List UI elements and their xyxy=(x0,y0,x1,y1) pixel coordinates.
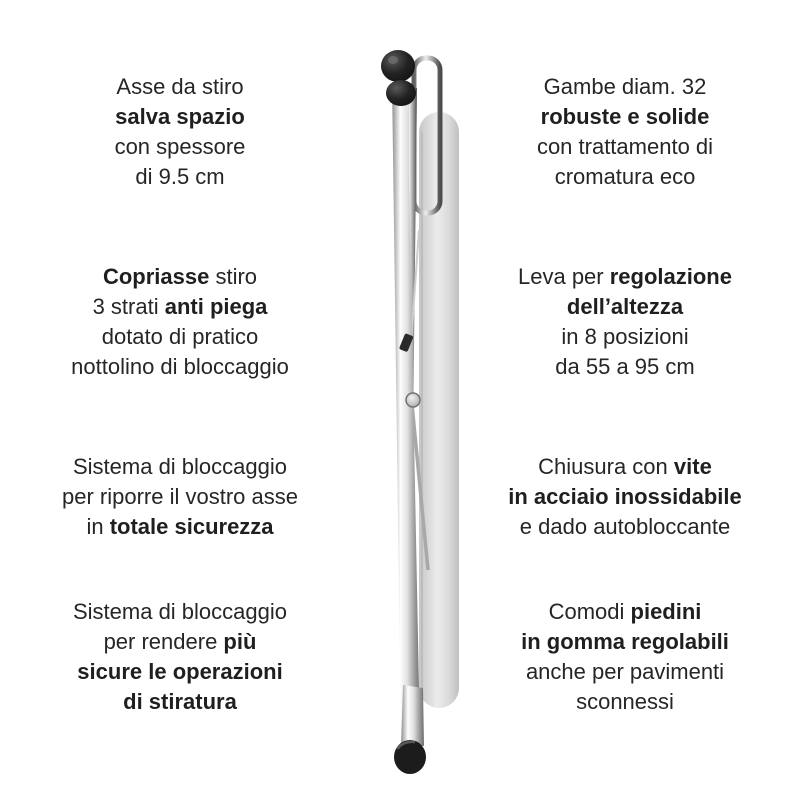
feature-text-bold: dell’altezza xyxy=(566,294,684,319)
feature-text: dotato di pratico xyxy=(101,324,259,349)
feature-text-bold: piedini xyxy=(630,599,702,624)
feature-text: in 8 posizioni xyxy=(561,324,689,349)
locking-bolt xyxy=(406,393,420,407)
feature-block-right-2 xyxy=(475,262,775,382)
feature-text: stiro xyxy=(209,264,258,289)
feature-text: Sistema di bloccaggio xyxy=(72,454,287,479)
feature-text-bold: in acciaio inossidabile xyxy=(508,484,742,509)
feature-line xyxy=(30,292,330,322)
feature-text: Comodi xyxy=(548,599,631,624)
feature-text-bold: più xyxy=(223,629,257,654)
feature-line xyxy=(475,132,775,162)
feature-block-left-1 xyxy=(30,72,330,192)
rubber-foot xyxy=(394,740,426,774)
feature-text: per rendere xyxy=(103,629,224,654)
feature-line xyxy=(30,352,330,382)
feature-block-right-3 xyxy=(475,452,775,542)
feature-line xyxy=(30,132,330,162)
feature-text: per riporre il vostro asse xyxy=(62,484,298,509)
leg-lower-tube xyxy=(401,685,424,746)
feature-line xyxy=(475,322,775,352)
feature-block-right-4 xyxy=(475,597,775,717)
feature-block-left-4 xyxy=(30,597,330,717)
feature-line xyxy=(30,687,330,717)
feature-line xyxy=(30,162,330,192)
feature-line xyxy=(30,512,330,542)
feature-line xyxy=(30,482,330,512)
feature-line xyxy=(475,292,775,322)
top-cap-knob xyxy=(381,50,415,82)
feature-line xyxy=(30,627,330,657)
feature-text: di 9.5 cm xyxy=(135,164,225,189)
feature-text-bold: salva spazio xyxy=(115,104,245,129)
features-right xyxy=(475,0,775,800)
top-cap-knob-lower xyxy=(386,80,416,106)
feature-line xyxy=(475,657,775,687)
feature-line xyxy=(475,597,775,627)
feature-text: cromatura eco xyxy=(554,164,696,189)
feature-line xyxy=(475,352,775,382)
feature-line xyxy=(30,72,330,102)
feature-line xyxy=(475,627,775,657)
feature-line xyxy=(475,262,775,292)
feature-text: Asse da stiro xyxy=(116,74,244,99)
feature-text-bold: regolazione xyxy=(609,264,732,289)
feature-text-bold: robuste e solide xyxy=(540,104,710,129)
feature-text-bold: sicure le operazioni xyxy=(77,659,283,684)
feature-line xyxy=(475,102,775,132)
feature-line xyxy=(475,162,775,192)
feature-text: Gambe diam. 32 xyxy=(543,74,707,99)
feature-line xyxy=(30,452,330,482)
feature-line xyxy=(30,262,330,292)
feature-text: e dado autobloccante xyxy=(519,514,731,539)
product-image xyxy=(350,40,480,785)
feature-block-left-3 xyxy=(30,452,330,542)
feature-line xyxy=(475,72,775,102)
feature-text: con trattamento di xyxy=(536,134,714,159)
feature-text: Sistema di bloccaggio xyxy=(72,599,287,624)
feature-text: Chiusura con xyxy=(538,454,674,479)
feature-line xyxy=(475,482,775,512)
features-left xyxy=(30,0,330,800)
feature-line xyxy=(475,452,775,482)
feature-text: Leva per xyxy=(518,264,610,289)
feature-line xyxy=(30,102,330,132)
feature-text-bold: totale sicurezza xyxy=(109,514,274,539)
feature-line xyxy=(475,687,775,717)
feature-text: sconnessi xyxy=(576,689,674,714)
feature-text: nottolino di bloccaggio xyxy=(71,354,289,379)
feature-text-bold: in gomma regolabili xyxy=(521,629,729,654)
feature-text-bold: vite xyxy=(673,454,712,479)
feature-text-bold: di stiratura xyxy=(123,689,237,714)
feature-line xyxy=(30,597,330,627)
feature-line xyxy=(475,512,775,542)
feature-block-left-2 xyxy=(30,262,330,382)
feature-text: 3 strati xyxy=(92,294,165,319)
feature-text: con spessore xyxy=(114,134,246,159)
folded-ironing-board-icon xyxy=(350,40,480,785)
knob-highlight xyxy=(388,56,398,64)
feature-text-bold: anti piega xyxy=(164,294,268,319)
feature-block-right-1 xyxy=(475,72,775,192)
feature-text: da 55 a 95 cm xyxy=(555,354,695,379)
feature-text: in xyxy=(86,514,110,539)
feature-text: anche per pavimenti xyxy=(525,659,725,684)
feature-line xyxy=(30,322,330,352)
feature-line xyxy=(30,657,330,687)
feature-text-bold: Copriasse xyxy=(102,264,210,289)
